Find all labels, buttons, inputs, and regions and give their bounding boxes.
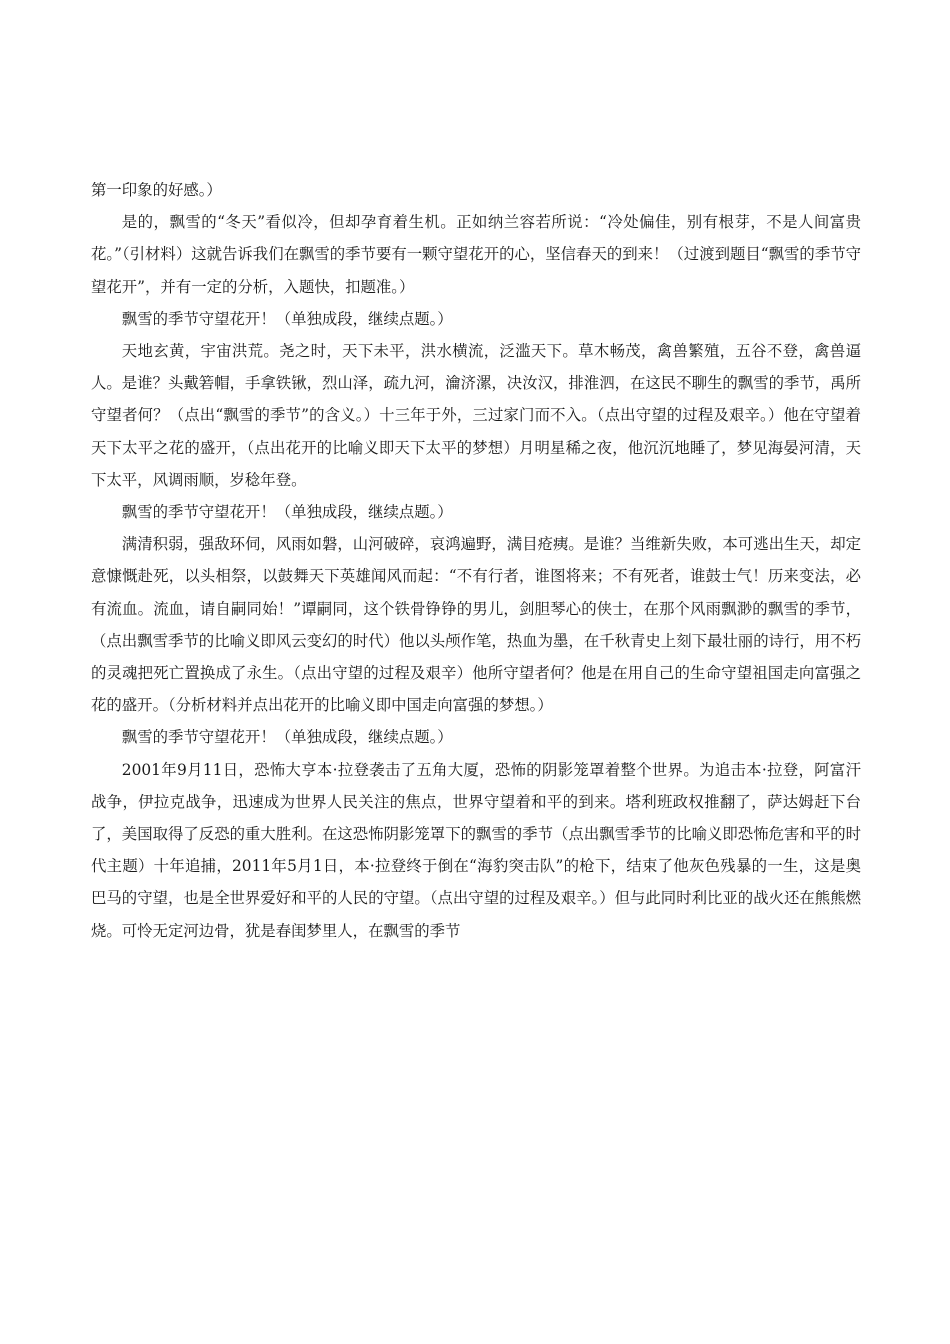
paragraph-theme-repeat-1: 飘雪的季节守望花开！（单独成段，继续点题。） xyxy=(121,309,453,328)
paragraph-theme-repeat-3: 飘雪的季节守望花开！（单独成段，继续点题。） xyxy=(121,728,453,747)
paragraph-bin-laden-example: 2001年9月11日，恐怖大亨本·拉登袭击了五角大厦，恐怖的阴影笼罩着整个世界。为追击本·拉登，阿富汗战争，伊拉克战争，迅速成为世界人民关注的焦点，世界守望着和平的到来。塔利班政权推翻了，萨达姆赶下台了，美国取得了反恐的重大胜利。在这恐怖阴影笼罩下的飘雪的季节（点出飘雪季节的比喻义即恐怖危害和平的时代主题）十年追捕，2011年5月1日，本·拉登终于倒在“海豹突击队”的枪下，结束了他灰色残暴的一生，这是奥巴马的守望，也是全世界爱好和平的人民的守望。（点出守望的过程及艰辛。）但与此同时利比亚的战火还在熊熊燃烧。可怜无定河边骨，犹是春闺梦里人，在飘雪的季节 xyxy=(91,760,861,940)
paragraph-continuation: 第一印象的好感。） xyxy=(91,181,222,199)
paragraph-transition: 是的，飘雪的“冬天”看似冷，但却孕育着生机。正如纳兰容若所说：“冷处偏佳，别有根芽，不是人间富贵花。”（引材料）这就告诉我们在飘雪的季节要有一颗守望花开的心，坚信春天的到来！（过渡到题目“飘雪的季节守望花开”，并有一定的分析，入题快，扣题准。） xyxy=(91,213,861,296)
paragraph-tan-sitong-example: 满清积弱，强敌环伺，风雨如磐，山河破碎，哀鸿遍野，满目疮痍。是谁？当维新失败，本可逃出生天，却定意慷慨赴死，以头相祭，以鼓舞天下英雄闻风而起：“不有行者，谁图将来；不有死者，谁鼓士气！历来变法，必有流血。流血，请自嗣同始！”谭嗣同，这个铁骨铮铮的男儿，剑胆琴心的侠士，在那个风雨飘渺的飘雪的季节，（点出飘雪季节的比喻义即风云变幻的时代）他以头颅作笔，热血为墨，在千秋青史上刻下最壮丽的诗行，用不朽的灵魂把死亡置换成了永生。（点出守望的过程及艰辛）他所守望者何？他是在用自己的生命守望祖国走向富强之花的盛开。（分析材料并点出花开的比喻义即中国走向富强的梦想。） xyxy=(91,535,861,715)
paragraph-yu-example: 天地玄黄，宇宙洪荒。尧之时，天下未平，洪水横流，泛滥天下。草木畅茂，禽兽繁殖，五谷不登，禽兽逼人。是谁？头戴箬帽，手拿铁锹，烈山泽，疏九河，瀹济漯，决汝汉，排淮泗，在这民不聊生的飘雪的季节，禹所守望者何？（点出“飘雪的季节”的含义。）十三年于外，三过家门而不入。（点出守望的过程及艰辛。）他在守望着天下太平之花的盛开，（点出花开的比喻义即天下太平的梦想）月明星稀之夜，他沉沉地睡了，梦见海晏河清，天下太平，风调雨顺，岁稔年登。 xyxy=(91,342,861,489)
paragraph-theme-repeat-2: 飘雪的季节守望花开！（单独成段，继续点题。） xyxy=(121,503,453,522)
essay-body xyxy=(91,174,861,947)
